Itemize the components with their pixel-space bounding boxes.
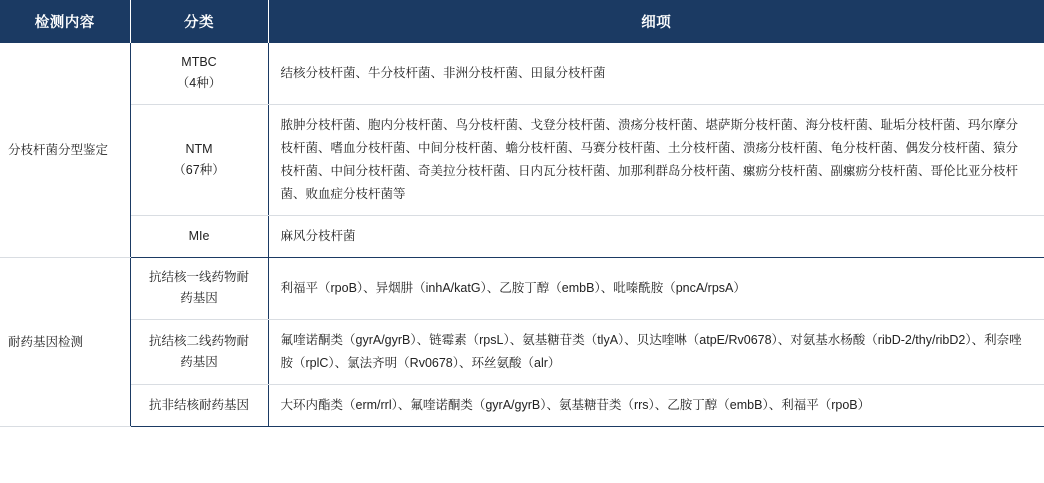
subcategory-cell-mle xyxy=(130,216,268,258)
subcategory-line-1: MTBC xyxy=(181,55,217,69)
subcategory-line-1: NTM xyxy=(185,141,213,156)
subcategory-line-2: 药基因 xyxy=(180,291,218,306)
header-cell-classification: 分类 xyxy=(130,0,268,43)
subcategory-cell-ntm-drug-resistance xyxy=(130,384,268,426)
subcategory-line-1: 抗非结核耐药基因 xyxy=(148,397,249,412)
table-row xyxy=(0,43,1044,104)
table-row xyxy=(0,104,1044,216)
subcategory-line-2: （4种） xyxy=(176,76,222,91)
detail-cell-mle: 麻风分枝杆菌 xyxy=(268,216,1044,258)
subcategory-cell-ntm xyxy=(130,104,268,216)
subcategory-line-1: MIe xyxy=(188,228,210,243)
header-cell-details: 细项 xyxy=(268,0,1044,43)
detail-cell-ntm-drug-resistance: 大环内酯类（erm/rrl）、氟喹诺酮类（gyrA/gyrB）、氨基糖苷类（rrs）、乙胺丁醇（embB）、利福平（rpoB） xyxy=(268,384,1044,426)
table-header xyxy=(0,0,1044,43)
header-cell-detection-content: 检测内容 xyxy=(0,0,130,43)
table-row xyxy=(0,319,1044,384)
subcategory-line-2: （67种） xyxy=(173,162,225,177)
subcategory-line-1: 抗结核一线药物耐 xyxy=(148,270,249,285)
detail-cell-mtbc: 结核分枝杆菌、牛分枝杆菌、非洲分枝杆菌、田鼠分枝杆菌 xyxy=(268,43,1044,104)
table-row xyxy=(0,258,1044,320)
table-row xyxy=(0,384,1044,426)
subcategory-line-1: 抗结核二线药物耐 xyxy=(148,333,249,348)
category-cell-resistance-gene-detection: 耐药基因检测 xyxy=(0,258,130,427)
table-row xyxy=(0,216,1044,258)
header-row xyxy=(0,0,1044,43)
subcategory-cell-mtbc xyxy=(130,43,268,104)
detail-cell-first-line-tb-drug-resistance: 利福平（rpoB）、异烟肼（inhA/katG）、乙胺丁醇（embB）、吡嗪酰胺（pncA/rpsA） xyxy=(268,258,1044,320)
subcategory-line-2: 药基因 xyxy=(180,354,218,369)
detail-cell-ntm: 脓肿分枝杆菌、胞内分枝杆菌、鸟分枝杆菌、戈登分枝杆菌、溃疡分枝杆菌、堪萨斯分枝杆菌、海分枝杆菌、耻垢分枝杆菌、玛尔摩分枝杆菌、嗜血分枝杆菌、中间分枝杆菌、蟾分枝杆菌、马赛分枝杆菌、土分枝杆菌、溃疡分枝杆菌、龟分枝杆菌、偶发分枝杆菌、猿分枝杆菌、中间分枝杆菌、奇美拉分枝杆菌、日内瓦分枝杆菌、加那利群岛分枝杆菌、瘰疬分枝杆菌、副瘰疬分枝杆菌、哥伦比亚分枝杆菌、败血症分枝杆菌等 xyxy=(268,104,1044,216)
subcategory-cell-second-line-tb-drug-resistance xyxy=(130,319,268,384)
detail-cell-second-line-tb-drug-resistance: 氟喹诺酮类（gyrA/gyrB）、链霉素（rpsL）、氨基糖苷类（tlyA）、贝达喹啉（atpE/Rv0678）、对氨基水杨酸（ribD-2/thy/ribD2）、利奈唑胺（rplC）、氯法齐明（Rv0678）、环丝氨酸（alr） xyxy=(268,319,1044,384)
category-cell-mycobacterium-typing: 分枝杆菌分型鉴定 xyxy=(0,43,130,258)
subcategory-cell-first-line-tb-drug-resistance xyxy=(130,258,268,320)
table-body xyxy=(0,43,1044,427)
